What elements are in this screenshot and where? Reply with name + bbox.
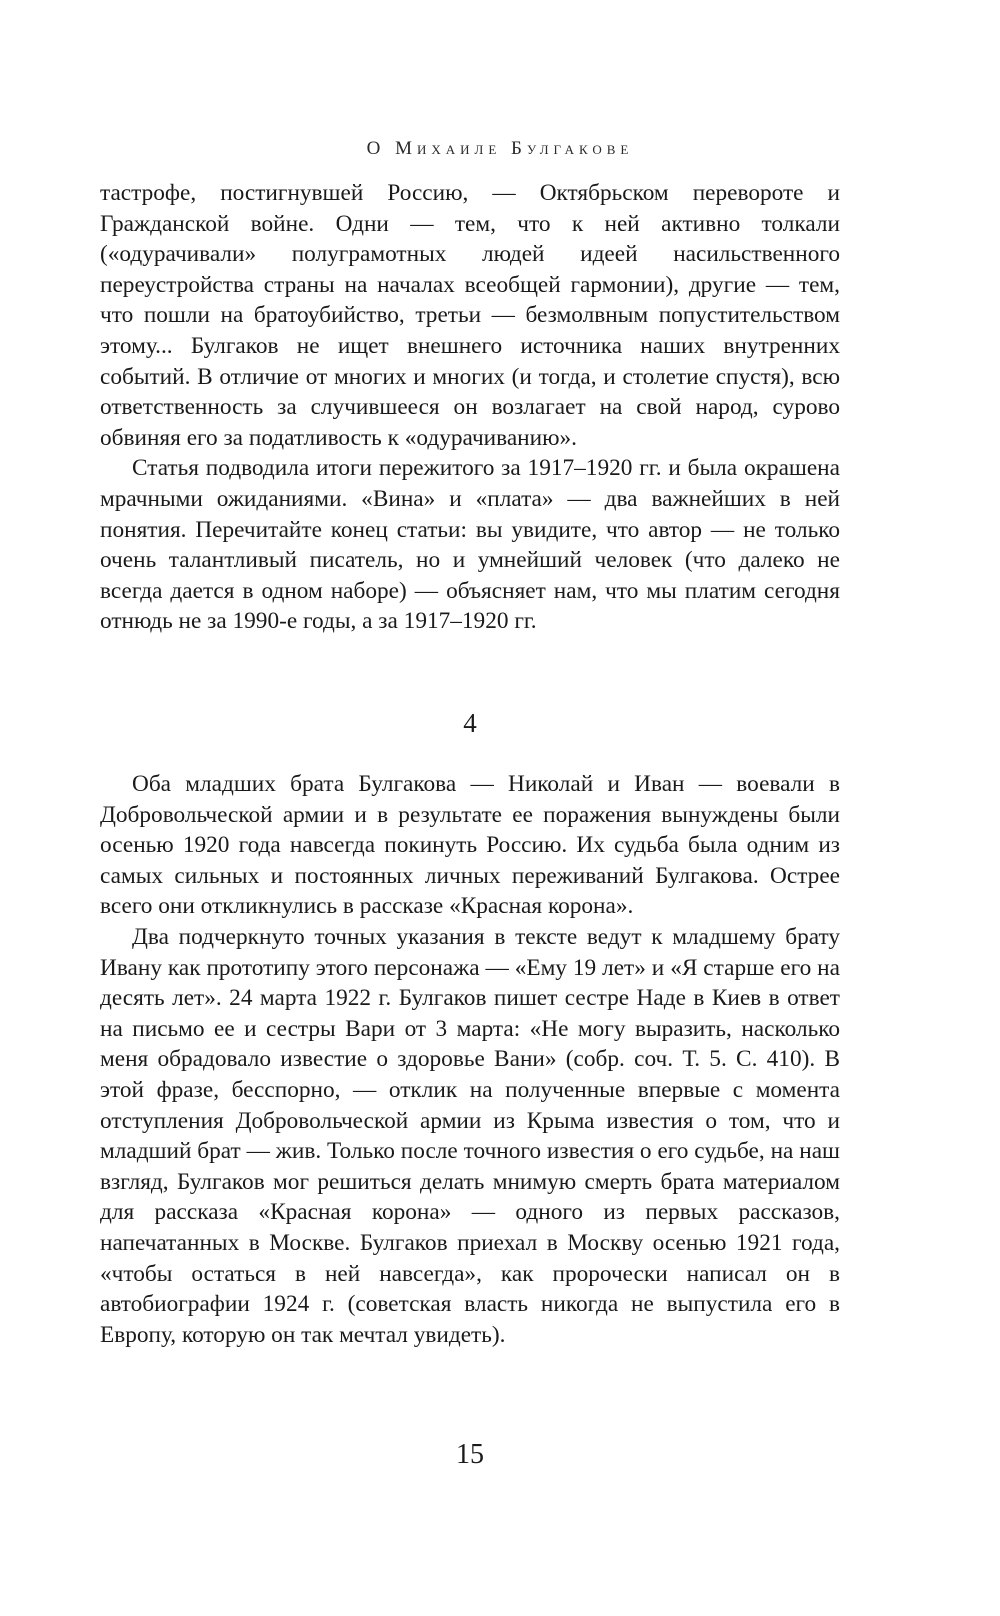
paragraph: Оба младших брата Булгакова — Николай и Иван — воевали в Добровольческой армии и в результате ее поражения вынуждены были осенью 1920 года навсегда покинуть Россию. Их судьба была одним из самых сильных и постоянных личных переживаний Булгакова. Острее всего они откликнулись в рассказе «Красная корона». (100, 771, 840, 920)
section-number: 4 (463, 708, 477, 738)
section-two-text (100, 769, 840, 1350)
paragraph: Два подчеркнуто точных указания в тексте ведут к младшему брату Ивану как прототипу этого персонажа — «Ему 19 лет» и «Я старше его на десять лет». 24 марта 1922 г. Булгаков пишет сестре Наде в Киев в ответ на письмо ее и сестры Вари от 3 марта: «Не могу выразить, насколько меня обрадовало известие о здоровье Вани» (собр. соч. Т. 5. С. 410). В этой фразе, бесспорно, — отклик на полученные впервые с момента отступления Добровольческой армии из Крыма известия о том, что и младший брат — жив. Только после точного известия о его судьбе, на наш взгляд, Булгаков мог решиться делать мнимую смерть брата материалом для рассказа «Красная корона» — одного из первых рассказов, напечатанных в Москве. Булгаков приехал в Москву осенью 1921 года, «чтобы остаться в ней навсегда», как пророчески написал он в автобиографии 1924 г. (советская власть никогда не выпустила его в Европу, которую он так мечтал увидеть). (100, 923, 840, 1348)
paragraph: Статья подводила итоги пережитого за 1917–1920 гг. и была окрашена мрачными ожиданиями. «Вина» и «плата» — два важнейших в ней понятия. Перечитайте конец статьи: вы увидите, что автор — не только очень талантливый писатель, но и умнейший человек (что далеко не всегда дается в одном наборе) — объясняет нам, что мы платим сегодня отнюдь не за 1990-е годы, а за 1917–1920 гг. (100, 455, 840, 635)
paragraph-continued: тастрофе, постигнувшей Россию, — Октябрьском перевороте и Гражданской войне. Одни — тем, что к ней активно толкали («одурачивали» полуграмотных людей идеей насильственного переустройства страны на началах всеобщей гармонии), другие — тем, что пошли на братоубийство, третьи — безмолвным попустительством этому... Булгаков не ищет внешнего источника наших внутренних событий. В отличие от многих и многих (и тогда, и столетие спустя), всю ответственность за случившееся он возлагает на свой народ, сурово обвиняя его за податливость к «одурачиванию». (100, 180, 840, 451)
section-one-text (100, 178, 840, 637)
running-head: О Михаиле Булгакове (366, 138, 634, 159)
page-number: 15 (456, 1439, 484, 1470)
